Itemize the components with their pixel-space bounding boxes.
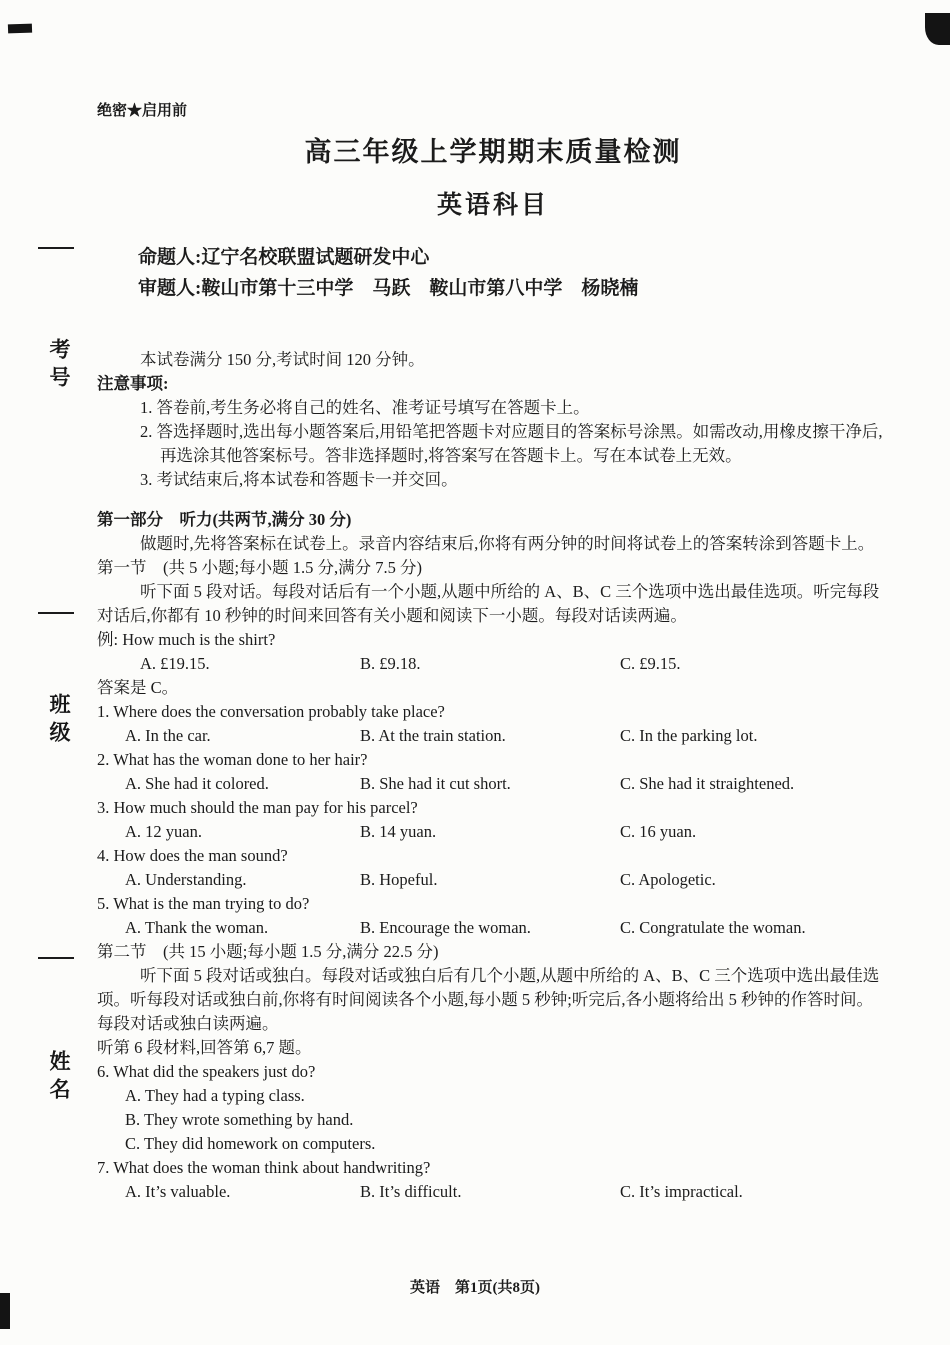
question-1-stem: 1. Where does the conversation probably take place? (97, 702, 445, 721)
question-4-option-a: A. Understanding. (125, 870, 247, 889)
question-6-option-b: B. They wrote something by hand. (125, 1110, 354, 1129)
question-2-option-a: A. She had it colored. (125, 774, 269, 793)
question-2-stem: 2. What has the woman done to her hair? (97, 750, 368, 769)
question-7-option-c: C. It’s impractical. (620, 1182, 743, 1201)
margin-label-exam-number: 考号 (47, 338, 71, 394)
exam-summary: 本试卷满分 150 分,考试时间 120 分钟。 (140, 350, 425, 369)
question-3 (97, 796, 889, 844)
question-2 (97, 748, 889, 796)
section2-intro: 听下面 5 段对话或独白。每段对话或独白后有几个小题,从题中所给的 A、B、C 三个选项中选出最佳选项。听每段对话或独白前,你将有时间阅读各个小题,每小题 5 秒钟;听完后,各小题将给出 5 秒钟的作答时间。每段对话或独白读两遍。 (97, 966, 880, 1033)
question-4-options (97, 868, 889, 892)
question-2-option-b: B. She had it cut short. (360, 774, 511, 793)
question-5-stem: 5. What is the man trying to do? (97, 894, 310, 913)
question-7-options (97, 1180, 889, 1204)
binding-line (38, 247, 74, 249)
note-item-1: 1. 答卷前,考生务必将自己的姓名、准考证号填写在答题卡上。 (140, 398, 590, 417)
notes-title: 注意事项: (97, 374, 169, 393)
binding-line (38, 612, 74, 614)
classification-label: 绝密★启用前 (97, 103, 188, 119)
example-option-c: C. £9.15. (620, 654, 681, 673)
question-3-options (97, 820, 889, 844)
example-options (97, 652, 889, 676)
exam-content (97, 100, 889, 1204)
question-5-option-b: B. Encourage the woman. (360, 918, 531, 937)
question-6-stem: 6. What did the speakers just do? (97, 1062, 316, 1081)
example-answer: 答案是 C。 (97, 678, 179, 697)
note-item-3: 3. 考试结束后,将本试卷和答题卡一并交回。 (140, 470, 458, 489)
question-1-option-c: C. In the parking lot. (620, 726, 758, 745)
material-note-6: 听第 6 段材料,回答第 6,7 题。 (97, 1038, 312, 1057)
question-4-stem: 4. How does the man sound? (97, 846, 288, 865)
example-stem: 例: How much is the shirt? (97, 630, 276, 649)
part1-heading: 第一部分 听力(共两节,满分 30 分) (97, 510, 352, 529)
margin-label-class: 班级 (47, 693, 71, 749)
question-5 (97, 892, 889, 940)
example-option-b: B. £9.18. (360, 654, 421, 673)
question-1-option-a: A. In the car. (125, 726, 211, 745)
question-1 (97, 700, 889, 748)
question-7-stem: 7. What does the woman think about handwriting? (97, 1158, 431, 1177)
exam-title: 高三年级上学期期末质量检测 (304, 137, 682, 167)
section2-heading: 第二节 (共 15 小题;每小题 1.5 分,满分 22.5 分) (97, 942, 439, 961)
proposer-line: 命题人:辽宁名校联盟试题研发中心 (138, 247, 430, 268)
question-1-options (97, 724, 889, 748)
question-7-option-a: A. It’s valuable. (125, 1182, 231, 1201)
page-footer: 英语 第1页(共8页) (410, 1280, 540, 1296)
margin-label-name: 姓名 (47, 1050, 71, 1106)
section1-intro: 听下面 5 段对话。每段对话后有一个小题,从题中所给的 A、B、C 三个选项中选出最佳选项。听完每段对话后,你都有 10 秒钟的时间来回答有关小题和阅读下一小题。每段对话读两遍。 (97, 582, 880, 625)
binding-margin (0, 0, 90, 1345)
note-item-2: 2. 答选择题时,选出每小题答案后,用铅笔把答题卡对应题目的答案标号涂黑。如需改动,用橡皮擦干净后,再选涂其他答案标号。答非选择题时,将答案写在答题卡上。写在本试卷上无效。 (140, 422, 883, 465)
question-4-option-c: C. Apologetic. (620, 870, 716, 889)
question-3-stem: 3. How much should the man pay for his parcel? (97, 798, 418, 817)
scan-artifact-top-right (925, 13, 950, 45)
question-3-option-a: A. 12 yuan. (125, 822, 202, 841)
setters-block (138, 242, 889, 304)
question-3-option-b: B. 14 yuan. (360, 822, 437, 841)
question-5-option-c: C. Congratulate the woman. (620, 918, 806, 937)
question-4 (97, 844, 889, 892)
question-4-option-b: B. Hopeful. (360, 870, 438, 889)
example-option-a: A. £19.15. (140, 654, 210, 673)
part1-intro: 做题时,先将答案标在试卷上。录音内容结束后,你将有两分钟的时间将试卷上的答案转涂到答题卡上。 (140, 534, 875, 553)
question-5-option-a: A. Thank the woman. (125, 918, 269, 937)
question-7 (97, 1156, 889, 1204)
subject-title: 英语科目 (436, 192, 549, 219)
question-1-option-b: B. At the train station. (360, 726, 506, 745)
question-5-options (97, 916, 889, 940)
binding-line (38, 957, 74, 959)
question-6-option-a: A. They had a typing class. (125, 1086, 305, 1105)
question-2-option-c: C. She had it straightened. (620, 774, 795, 793)
section1-heading: 第一节 (共 5 小题;每小题 1.5 分,满分 7.5 分) (97, 558, 422, 577)
question-2-options (97, 772, 889, 796)
reviewer-line: 审题人:鞍山市第十三中学 马跃 鞍山市第八中学 杨晓楠 (138, 278, 639, 299)
question-6-option-c: C. They did homework on computers. (125, 1134, 376, 1153)
question-6 (97, 1060, 889, 1156)
question-3-option-c: C. 16 yuan. (620, 822, 697, 841)
question-7-option-b: B. It’s difficult. (360, 1182, 462, 1201)
